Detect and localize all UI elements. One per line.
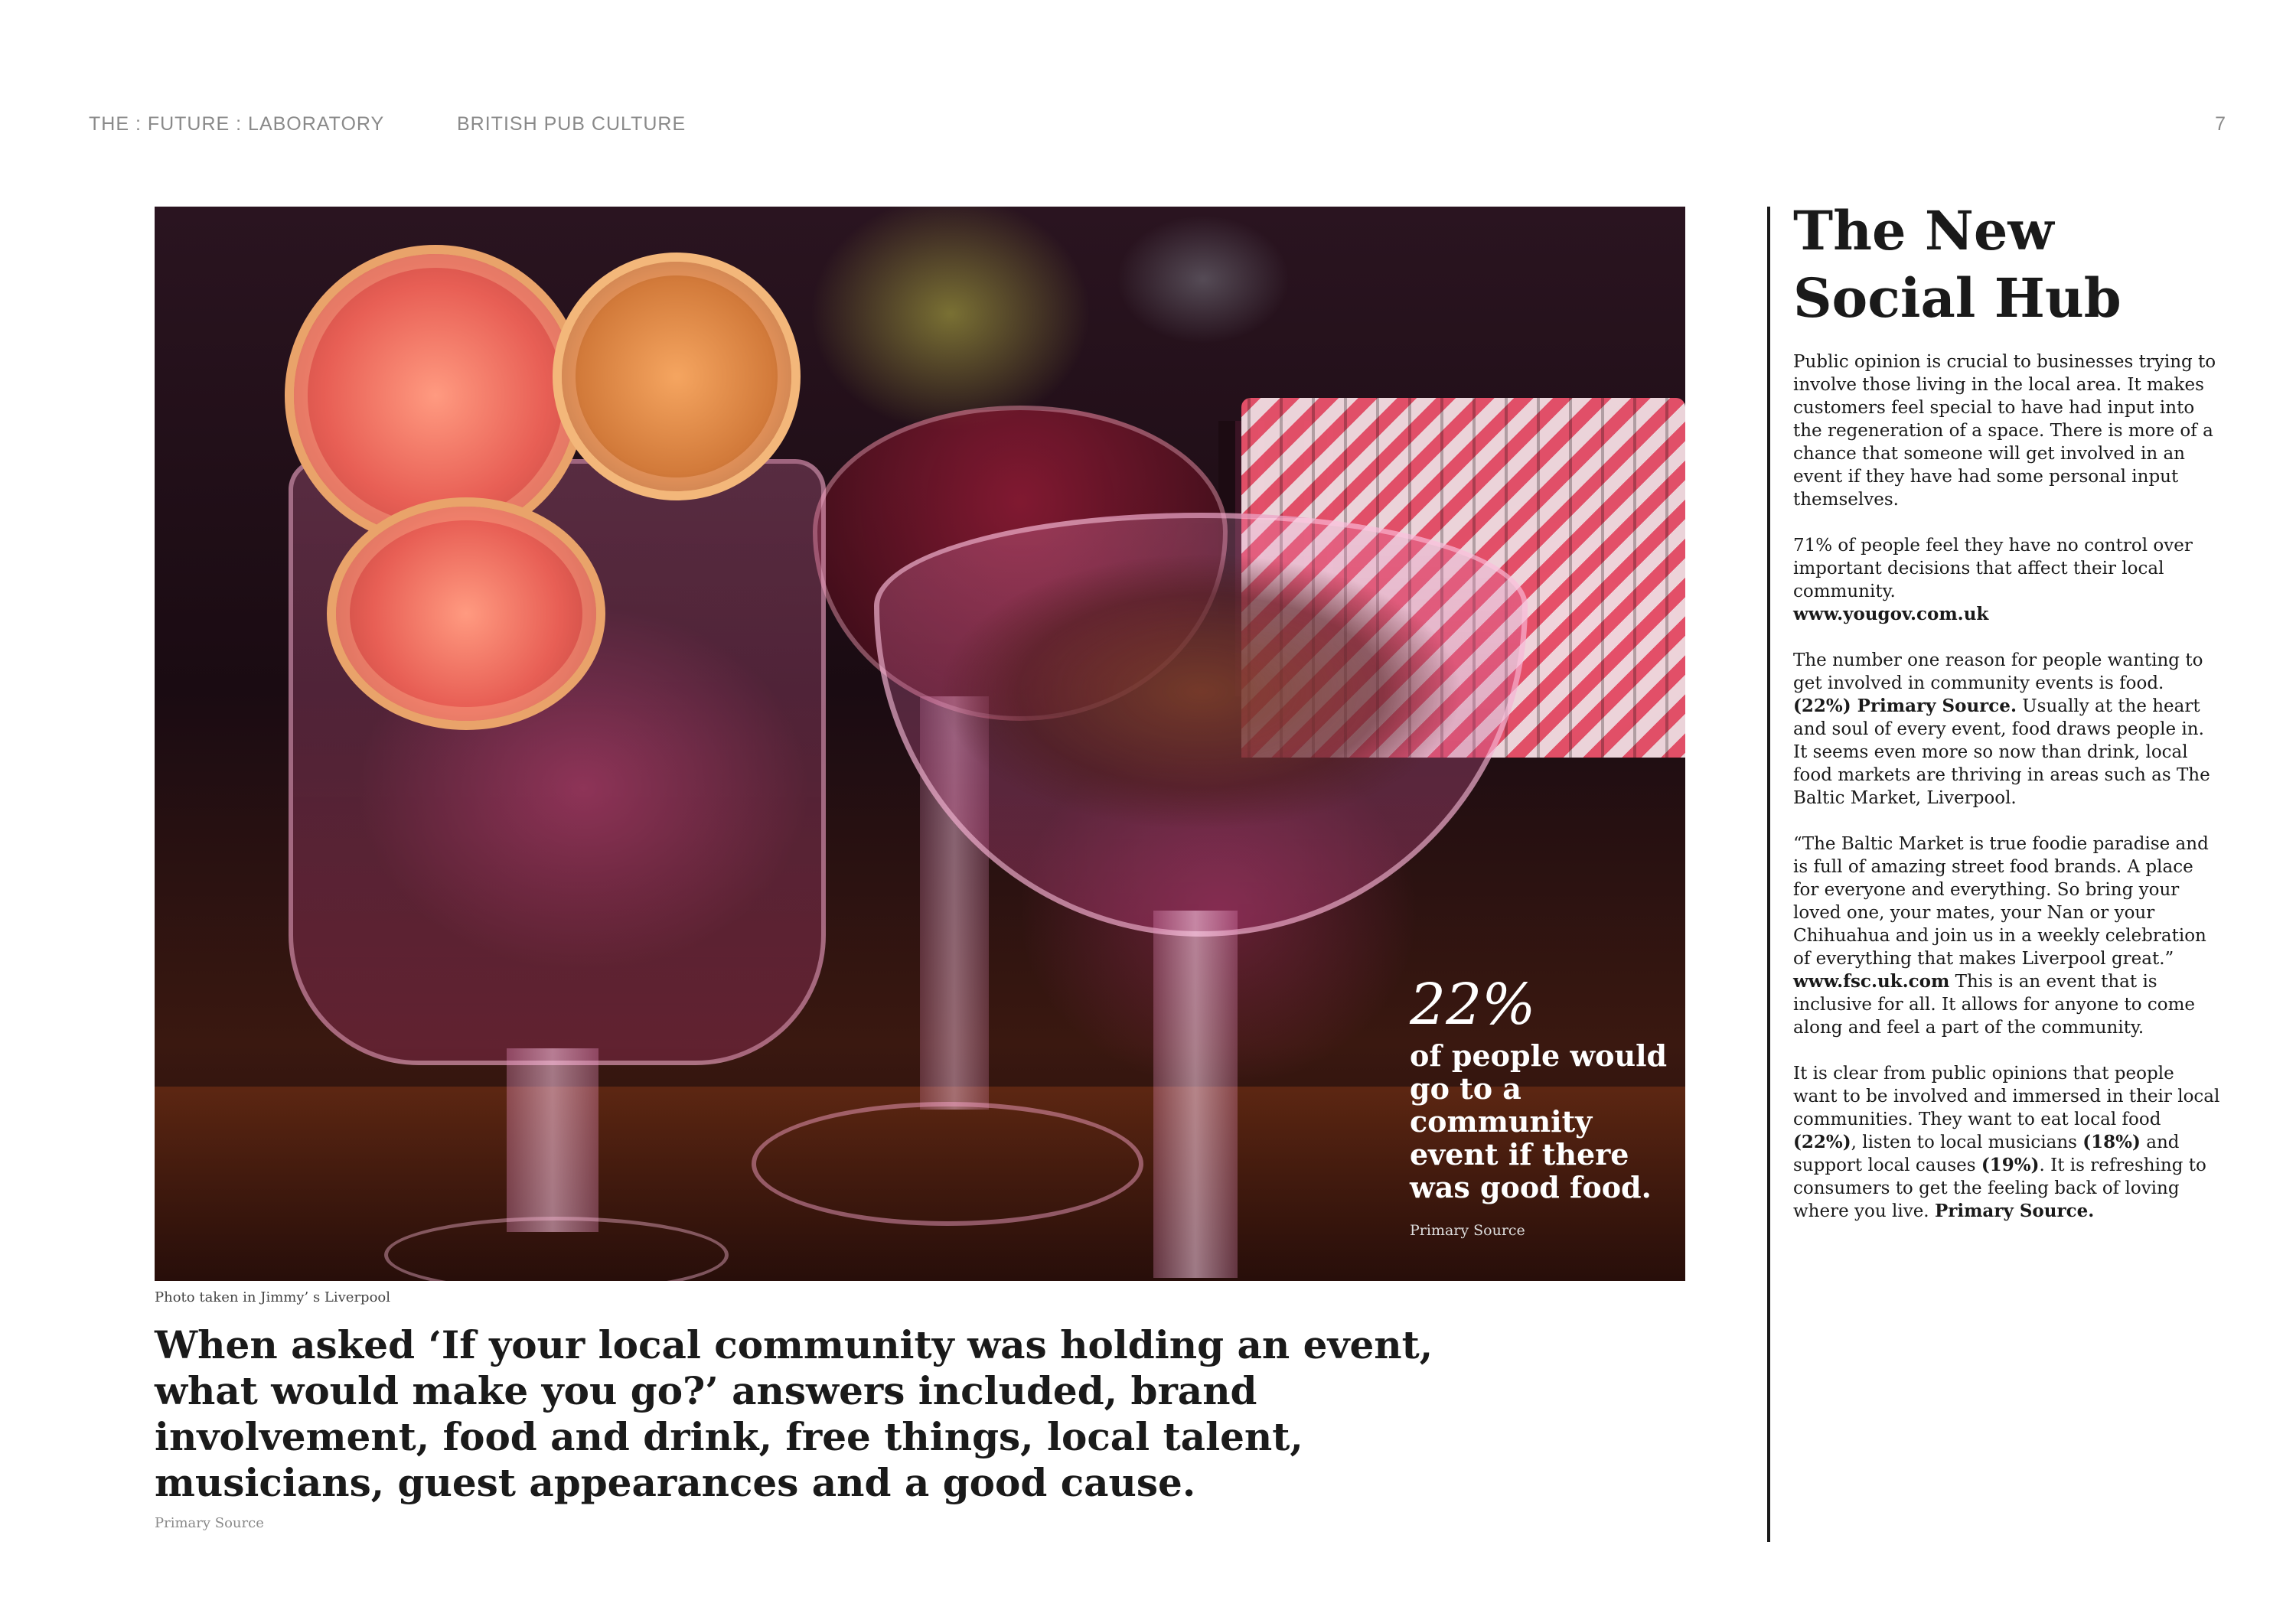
control-stat-text: 71% of people feel they have no control over important decisions that affect their local community. (1793, 536, 2193, 601)
conclusion-c: and support local causes (1793, 1133, 2180, 1175)
stat-percent: 22% (1410, 972, 1536, 1038)
conclusion-food-pct: (22%) (1793, 1132, 1851, 1152)
stat-source: Primary Source (1410, 1222, 1525, 1239)
coffee-bean-glass-stem (1153, 911, 1238, 1278)
yougov-link[interactable]: www.yougov.com.uk (1793, 604, 1989, 624)
food-reason-detail: Usually at the heart and soul of every event, food draws people in. It seems even more so now than drink, local food markets are thriving in areas such as The Baltic Market, Liverpool. (1793, 696, 2210, 808)
paragraph-baltic-quote (1793, 833, 2222, 1039)
column-divider (1767, 207, 1770, 1542)
citrus-glass-stem (507, 1048, 598, 1232)
conclusion-source: Primary Source. (1934, 1201, 2095, 1221)
conclusion-music-pct: (18%) (2082, 1132, 2141, 1152)
lime-slice (327, 497, 605, 730)
paragraph-food-reason (1793, 649, 2222, 810)
peppercorn-glass-foot (752, 1102, 1143, 1226)
food-reason-source: (22%) Primary Source. (1793, 696, 2017, 716)
paragraph-conclusion (1793, 1062, 2222, 1223)
bar-photo (155, 207, 1685, 1281)
baltic-comment: This is an event that is inclusive for all. It allows for anyone to come along and feel a part of the community. (1793, 972, 2196, 1038)
paragraph-control-stat (1793, 534, 2222, 626)
conclusion-causes-pct: (19%) (1981, 1155, 2040, 1175)
photo-caption: Photo taken in Jimmy’ s Liverpool (155, 1289, 391, 1305)
paragraph-intro: Public opinion is crucial to businesses trying to involve those living in the local area. It makes customers feel special to have had input into the regeneration of a space. There is more of a chance that someone will get involved in an event if they have had some personal input themselves. (1793, 352, 2216, 510)
article-title: The New Social Hub (1793, 199, 2122, 330)
food-reason-text: The number one reason for people wanting to get involved in community events is food. (1793, 650, 2203, 693)
publication-name: THE : FUTURE : LABORATORY (89, 113, 385, 135)
page-number: 7 (2215, 113, 2226, 135)
sidebar-column (1793, 197, 2222, 1223)
stat-text: of people would go to a community event if there was good food. (1410, 1038, 1668, 1204)
fsc-link[interactable]: www.fsc.uk.com (1793, 971, 1950, 992)
pull-quote-source: Primary Source (155, 1515, 264, 1531)
pull-quote: When asked ‘If your local community was holding an event, what would make you go?’ answers included, brand involvement, food and drink, free things, local talent, musicians, guest appearances and a good cause. (155, 1322, 1433, 1505)
stat-overlay (1410, 972, 1670, 1239)
baltic-quote: “The Baltic Market is true foodie paradise and is full of amazing street food brands. A place for everyone and everything. So bring your loved one, your mates, your Nan or your Chihuahua and join us in a weekly celebration of everything that makes Liverpool great.” (1793, 834, 2209, 969)
dried-orange-slice (553, 253, 801, 500)
conclusion-b: , listen to local musicians (1851, 1133, 2077, 1152)
conclusion-a: It is clear from public opinions that people want to be involved and immersed in their local communities. They want to eat local food (1793, 1064, 2220, 1129)
conclusion-d: . It is refreshing to consumers to get the feeling back of loving where you live. (1793, 1155, 2206, 1221)
section-title: BRITISH PUB CULTURE (457, 113, 687, 135)
